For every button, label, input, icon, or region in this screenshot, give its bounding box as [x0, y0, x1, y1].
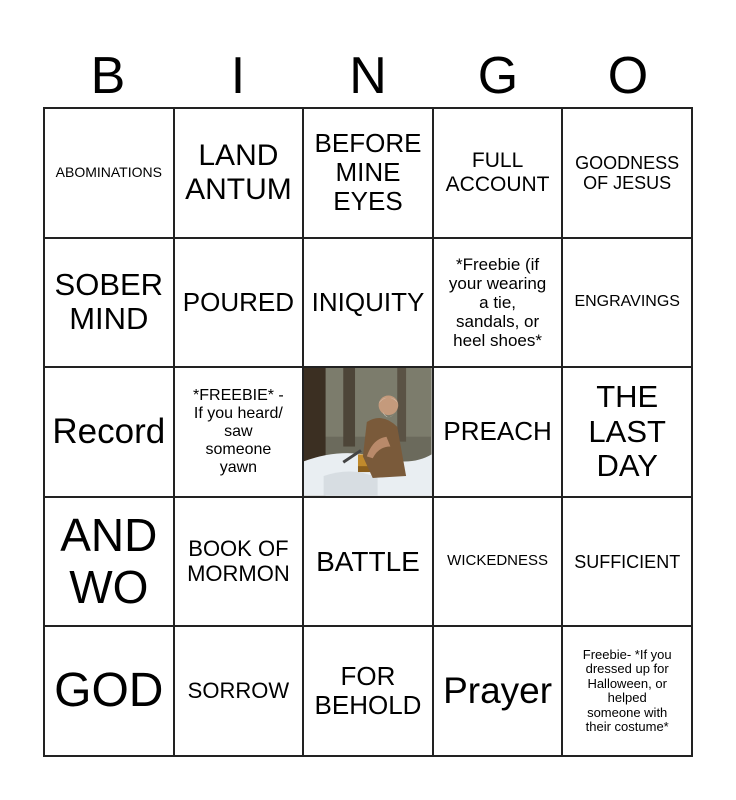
bingo-cell-label: SORROW — [187, 677, 290, 703]
header-letter-i: I — [230, 47, 246, 105]
bingo-cell-label: BOOK OF MORMON — [187, 535, 290, 586]
bingo-cell-label: THE LAST DAY — [588, 378, 666, 484]
bingo-cell-r3c5[interactable] — [562, 367, 692, 497]
header-letter-n: N — [349, 47, 387, 105]
bingo-cell-r4c5[interactable] — [562, 497, 692, 627]
bingo-cell-r3c4[interactable] — [433, 367, 563, 497]
bingo-cell-r2c3[interactable] — [303, 238, 433, 368]
bingo-cell-r4c4[interactable] — [433, 497, 563, 627]
bingo-cell-r4c3[interactable] — [303, 497, 433, 627]
bingo-cell-label: POURED — [182, 286, 295, 317]
bingo-cell-label: ENGRAVINGS — [574, 293, 680, 311]
bingo-cell-label: Prayer — [443, 670, 553, 712]
free-space-cell[interactable] — [303, 367, 433, 497]
bingo-cell-label: *FREEBIE* - If you heard/ saw someone yawn — [193, 387, 284, 476]
bingo-cell-label: WICKEDNESS — [447, 552, 549, 570]
bingo-cell-r5c4[interactable] — [433, 626, 563, 756]
bingo-cell-label: INIQUITY — [311, 286, 425, 317]
bingo-cell-r5c2[interactable] — [174, 626, 304, 756]
bingo-cell-label: Record — [52, 412, 166, 452]
bingo-cell-r1c1[interactable] — [44, 108, 174, 238]
bingo-cell-r5c3[interactable] — [303, 626, 433, 756]
bingo-cell-label: PREACH — [443, 416, 552, 447]
bingo-cell-label: GOODNESS OF JESUS — [575, 152, 680, 193]
bingo-cell-r1c2[interactable] — [174, 108, 304, 238]
bingo-cell-r4c2[interactable] — [174, 497, 304, 627]
bingo-cell-r1c5[interactable] — [562, 108, 692, 238]
header-letter-o: O — [607, 47, 649, 105]
bingo-cell-label: Freebie- *If you dressed up for Halloween, or helped someone with their costume* — [582, 646, 672, 735]
bingo-cell-r1c4[interactable] — [433, 108, 563, 238]
bingo-cell-label: GOD — [54, 664, 164, 718]
bingo-cell-r3c2[interactable] — [174, 367, 304, 497]
bingo-board — [43, 107, 693, 757]
header-letter-g: G — [477, 47, 519, 105]
bingo-cell-label: LAND ANTUM — [185, 139, 292, 206]
bingo-cell-r5c1[interactable] — [44, 626, 174, 756]
bingo-cell-r4c1[interactable] — [44, 497, 174, 627]
bingo-cell-label: SUFFICIENT — [574, 551, 681, 572]
kneeling-prophet-picture-icon — [304, 368, 432, 496]
bingo-cell-r2c5[interactable] — [562, 238, 692, 368]
bingo-cell-label: FOR BEHOLD — [314, 661, 422, 721]
bingo-cell-r5c5[interactable] — [562, 626, 692, 756]
bingo-cell-r2c1[interactable] — [44, 238, 174, 368]
bingo-cell-r2c4[interactable] — [433, 238, 563, 368]
header-letter-b: B — [90, 47, 126, 105]
bingo-cell-label: BATTLE — [316, 545, 420, 577]
bingo-cell-label: SOBER MIND — [54, 266, 164, 337]
bingo-cell-label: ABOMINATIONS — [55, 163, 162, 180]
bingo-cell-r1c3[interactable] — [303, 108, 433, 238]
bingo-cell-label: *Freebie (if your wearing a tie, sandals, or heel shoes* — [448, 254, 547, 350]
bingo-cell-r2c2[interactable] — [174, 238, 304, 368]
bingo-cell-label: FULL ACCOUNT — [445, 149, 550, 196]
bingo-cell-label: BEFORE MINE EYES — [314, 128, 422, 217]
bingo-cell-label: AND WO — [60, 509, 158, 613]
bingo-header — [43, 46, 693, 106]
bingo-cell-r3c1[interactable] — [44, 367, 174, 497]
